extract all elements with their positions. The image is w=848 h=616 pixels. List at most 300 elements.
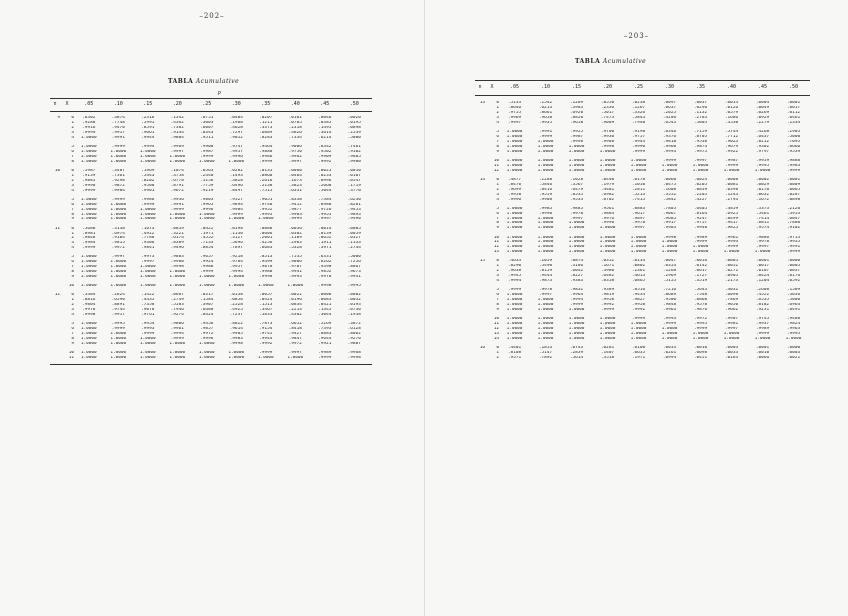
probability-cell: 1.0000 (506, 303, 523, 308)
x-value: 12 (493, 245, 499, 250)
probability-cell: .1422 (141, 293, 155, 298)
probability-cell: 1.0000 (537, 317, 554, 322)
probability-cell: .9750 (288, 149, 302, 154)
x-value: 9 (496, 226, 499, 231)
probability-cell: .5133 (507, 101, 522, 105)
p-column-header: .50 (788, 84, 799, 90)
probability-cell: 1.0000 (506, 163, 523, 168)
probability-cell: .6652 (288, 322, 302, 327)
n-value: 14 (479, 177, 485, 182)
probability-cell: .9998 (662, 235, 677, 240)
probability-cell: .0592 (786, 279, 801, 284)
probability-cell: .6482 (600, 274, 615, 279)
probability-cell: .0138 (229, 293, 243, 298)
probability-cell: .9574 (755, 226, 770, 231)
probability-cell: .9500 (141, 183, 155, 188)
probability-cell: .7940 (631, 120, 646, 125)
probability-cell: .0135 (259, 168, 273, 173)
probability-cell: .9963 (786, 327, 801, 332)
probability-cell: .0059 (347, 231, 361, 236)
probability-cell: 1.0000 (139, 284, 156, 289)
p-column-header: .30 (231, 101, 241, 107)
probability-cell: .9989 (755, 327, 770, 332)
x-value: 8 (71, 270, 74, 275)
p-column-header: .35 (261, 101, 271, 107)
probability-cell: .9884 (600, 211, 615, 216)
probability-cell: .7159 (693, 129, 708, 134)
probability-cell: .1130 (229, 231, 243, 236)
probability-cell: .9999 (82, 246, 96, 251)
probability-cell: 1.0000 (169, 342, 186, 347)
probability-cell: .7334 (288, 135, 302, 140)
probability-cell: .2969 (662, 274, 677, 279)
probability-cell: .8854 (200, 246, 214, 251)
probability-cell: .3770 (347, 188, 361, 193)
n-column-header: n (478, 84, 482, 90)
probability-cell: .9941 (288, 270, 302, 275)
probability-cell: .0098 (693, 351, 708, 355)
probability-cell: .0287 (786, 192, 801, 197)
x-value: 10 (68, 284, 74, 289)
probability-cell: 1.0000 (139, 351, 156, 356)
x-value: 3 (496, 115, 499, 120)
probability-cell: .9888 (786, 158, 801, 163)
p-column-header: .40 (290, 101, 300, 107)
probability-cell: .1673 (141, 226, 155, 231)
probability-cell: .9999 (229, 212, 243, 217)
probability-cell: .9578 (693, 303, 708, 308)
probability-cell: .2542 (538, 101, 553, 105)
probability-cell: .7788 (141, 236, 155, 241)
p-column-header: .05 (84, 101, 94, 107)
probability-cell: .8891 (111, 303, 125, 308)
probability-cell: .3567 (569, 182, 584, 187)
x-value: 4 (71, 246, 74, 251)
probability-cell: 1.0000 (630, 332, 647, 336)
probability-cell: 1.0000 (537, 336, 554, 341)
probability-cell: .2660 (318, 183, 332, 188)
probability-cell: 1.0000 (599, 336, 616, 341)
probability-cell: .6042 (569, 269, 584, 274)
probability-cell: .9533 (569, 197, 584, 202)
probability-cell: .9984 (111, 188, 125, 193)
probability-cell: .9975 (693, 149, 708, 154)
probability-cell: .9994 (507, 279, 522, 284)
probability-cell: .9757 (631, 134, 646, 139)
probability-cell: .9527 (229, 197, 243, 202)
probability-cell: 1.0000 (139, 342, 156, 347)
probability-cell: .7873 (259, 322, 273, 327)
probability-cell: .0003 (724, 346, 739, 351)
probability-cell: .3138 (111, 226, 125, 231)
probability-cell: .6865 (631, 279, 646, 284)
probability-cell: .3614 (318, 130, 332, 135)
probability-cell: 1.0000 (198, 342, 215, 347)
table-title (575, 58, 646, 65)
probability-cell: .5404 (82, 293, 96, 298)
probability-cell: .7461 (347, 144, 361, 149)
probability-cell: 1.0000 (537, 144, 554, 149)
probability-cell: .1672 (755, 197, 770, 202)
probability-cell: .9999 (755, 332, 770, 336)
probability-cell: .3552 (662, 192, 677, 197)
probability-cell: .6047 (786, 216, 801, 221)
probability-cell: .4859 (724, 206, 739, 211)
probability-cell: .9997 (288, 351, 302, 356)
probability-cell: .9888 (259, 149, 273, 154)
probability-cell: .9539 (786, 149, 801, 154)
probability-cell: .4628 (229, 125, 243, 130)
p-label: P (218, 91, 222, 97)
probability-cell: 1.0000 (80, 149, 97, 154)
probability-cell: 1.0000 (110, 342, 127, 347)
probability-cell: .9685 (662, 216, 677, 221)
x-value: 5 (71, 322, 74, 327)
x-value: 5 (71, 197, 74, 202)
probability-cell: 1.0000 (506, 144, 523, 149)
probability-cell: .0183 (724, 355, 739, 360)
probability-cell: .8416 (538, 187, 553, 192)
probability-cell: .9819 (600, 293, 615, 298)
probability-cell: .5000 (347, 135, 361, 140)
probability-cell: .9818 (662, 139, 677, 144)
x-value: 5 (496, 288, 499, 293)
x-value: 1 (496, 264, 499, 269)
probability-cell: .0751 (200, 116, 214, 120)
probability-cell: .0475 (662, 182, 677, 187)
probability-cell: .9434 (631, 293, 646, 298)
probability-cell: .0261 (662, 351, 677, 355)
probability-cell: .0547 (347, 178, 361, 183)
probability-cell: .7256 (347, 260, 361, 265)
probability-cell: .2963 (288, 241, 302, 246)
probability-cell: .9999 (141, 202, 155, 207)
probability-cell: .8281 (347, 202, 361, 207)
probability-cell: 1.0000 (139, 154, 156, 159)
x-value: 0 (71, 293, 74, 298)
probability-cell: .9219 (200, 188, 214, 193)
probability-cell: .5147 (538, 351, 553, 355)
probability-cell: .9999 (507, 288, 522, 293)
probability-cell: .9452 (288, 202, 302, 207)
probability-cell: .9872 (111, 183, 125, 188)
probability-cell: .1342 (170, 116, 184, 120)
probability-cell: .9999 (318, 356, 332, 361)
probability-cell: 1.0000 (599, 158, 616, 163)
probability-cell: .9051 (259, 197, 273, 202)
probability-cell: .7415 (631, 197, 646, 202)
x-value: 2 (496, 355, 499, 360)
table-row (50, 356, 369, 361)
probability-cell: .6331 (318, 255, 332, 260)
probability-cell: .9571 (507, 355, 522, 360)
probability-cell: .0024 (693, 177, 708, 182)
probability-cell: 1.0000 (228, 284, 245, 289)
probability-cell: .0065 (786, 187, 801, 192)
probability-cell: .9940 (693, 226, 708, 231)
probability-cell: .9961 (170, 327, 184, 332)
probability-cell: 1.0000 (661, 168, 678, 173)
probability-cell: .4552 (200, 236, 214, 241)
header-rule-bottom (50, 111, 372, 112)
probability-cell: .9998 (347, 356, 361, 361)
probability-cell: .9960 (662, 144, 677, 149)
table-block (475, 346, 809, 361)
x-value: 4 (71, 135, 74, 140)
probability-cell: 1.0000 (139, 275, 156, 280)
probability-cell: 1.0000 (506, 240, 523, 245)
x-value: 7 (71, 265, 74, 270)
probability-cell: .4206 (662, 115, 677, 120)
probability-cell: .9006 (288, 260, 302, 265)
probability-cell: 1.0000 (537, 149, 554, 154)
probability-cell: 1.0000 (630, 163, 647, 168)
probability-cell: .5744 (724, 129, 739, 134)
probability-cell: .6174 (170, 236, 184, 241)
probability-cell: .0233 (318, 173, 332, 178)
probability-cell: .9987 (200, 149, 214, 154)
probability-cell: .9972 (288, 342, 302, 347)
probability-cell: .9905 (229, 332, 243, 337)
probability-cell: 1.0000 (506, 216, 523, 221)
probability-cell: .0632 (755, 192, 770, 197)
probability-cell: .0025 (318, 168, 332, 173)
probability-cell: .0296 (693, 105, 708, 110)
probability-cell: .9976 (600, 216, 615, 221)
probability-cell: .2318 (288, 125, 302, 130)
probability-cell: .0032 (347, 298, 361, 303)
probability-cell: .0001 (755, 259, 770, 264)
probability-cell: .9994 (82, 130, 96, 135)
probability-cell: .1493 (229, 173, 243, 178)
probability-cell: 1.0000 (537, 158, 554, 163)
probability-cell: 1.0000 (110, 270, 127, 275)
p-column-header: .05 (509, 84, 520, 90)
probability-cell: .0196 (288, 298, 302, 303)
probability-cell: 1.0000 (506, 332, 523, 336)
probability-cell: .3980 (600, 269, 615, 274)
probability-cell: .9941 (347, 275, 361, 280)
probability-cell: .4401 (507, 346, 522, 351)
probability-cell: 1.0000 (537, 235, 554, 240)
probability-cell: 1.0000 (630, 240, 647, 245)
probability-cell: .1584 (200, 298, 214, 303)
n-value: 16 (479, 346, 485, 351)
probability-cell: .0170 (755, 187, 770, 192)
probability-cell: .9909 (318, 154, 332, 159)
x-value: 4 (71, 313, 74, 318)
probability-cell: .0352 (600, 259, 615, 264)
probability-cell: .9644 (318, 337, 332, 342)
probability-cell: .9464 (259, 144, 273, 149)
probability-cell: .9992 (600, 303, 615, 308)
probability-cell: .0193 (347, 303, 361, 308)
probability-cell: .0037 (786, 269, 801, 274)
probability-cell: .9657 (200, 255, 214, 260)
x-value: 13 (493, 332, 499, 336)
table-block (475, 178, 809, 256)
probability-cell: .9999 (724, 245, 739, 250)
probability-cell: .0839 (693, 187, 708, 192)
probability-cell: .9989 (318, 351, 332, 356)
probability-cell: .9962 (288, 154, 302, 159)
probability-cell: .9994 (569, 298, 584, 303)
probability-cell: 1.0000 (599, 235, 616, 240)
table-row (50, 160, 369, 165)
probability-cell: .4877 (507, 177, 522, 182)
probability-cell: .9803 (200, 197, 214, 202)
probability-cell: .1969 (141, 168, 155, 173)
probability-cell: .9921 (318, 342, 332, 347)
probability-cell: .9998 (538, 211, 553, 216)
probability-cell: 1.0000 (537, 308, 554, 313)
probability-cell: .5155 (662, 279, 677, 284)
probability-cell: .9876 (693, 308, 708, 313)
probability-cell: .2120 (786, 206, 801, 211)
x-value: 8 (496, 303, 499, 308)
probability-table (475, 101, 809, 361)
x-value: 6 (496, 211, 499, 216)
table-row (475, 150, 809, 155)
n-value: 13 (479, 101, 485, 105)
probability-cell: .9997 (693, 158, 708, 163)
probability-cell: 1.0000 (80, 144, 97, 149)
probability-cell: .9998 (82, 313, 96, 318)
probability-cell: .4922 (141, 231, 155, 236)
probability-cell: .8358 (600, 279, 615, 284)
probability-cell: 1.0000 (506, 336, 523, 341)
x-value: 7 (496, 216, 499, 221)
x-value: 4 (496, 197, 499, 202)
probability-cell: .6007 (200, 125, 214, 130)
probability-cell: .9959 (755, 158, 770, 163)
probability-cell: .0929 (755, 115, 770, 120)
probability-cell: .9937 (755, 322, 770, 327)
x-value: 3 (71, 130, 74, 135)
probability-cell: 1.0000 (169, 159, 186, 164)
probability-cell: .0049 (755, 105, 770, 110)
probability-cell: .9987 (569, 134, 584, 139)
table-block (475, 101, 809, 174)
x-value: 9 (71, 217, 74, 222)
x-value: 12 (493, 327, 499, 332)
probability-cell: 1.0000 (80, 135, 97, 140)
probability-cell: .9997 (141, 260, 155, 265)
probability-cell: .7133 (200, 241, 214, 246)
probability-cell: .9832 (569, 288, 584, 293)
probability-cell: .7869 (724, 298, 739, 303)
probability-cell: 1.0000 (568, 163, 585, 168)
probability-cell: .9980 (347, 159, 361, 164)
probability-cell: .9917 (662, 221, 677, 226)
probability-cell: .2608 (755, 288, 770, 293)
probability-cell: .9945 (507, 274, 522, 279)
probability-cell: 1.0000 (80, 351, 97, 356)
probability-cell: .2811 (631, 187, 646, 192)
probability-cell: .0422 (200, 226, 214, 231)
probability-cell: .8513 (259, 255, 273, 260)
probability-cell: .9990 (82, 183, 96, 188)
probability-cell: .8389 (170, 241, 184, 246)
probability-cell: 1.0000 (110, 356, 127, 361)
table-row (50, 284, 369, 289)
probability-cell: .0730 (347, 308, 361, 313)
x-value: 3 (71, 241, 74, 246)
probability-cell: .0398 (724, 187, 739, 192)
probability-cell: .9707 (288, 265, 302, 270)
probability-cell: .9984 (82, 241, 96, 246)
probability-cell: .8816 (82, 298, 96, 303)
probability-cell: .0022 (288, 293, 302, 298)
probability-cell: .9998 (318, 284, 332, 289)
probability-cell: .1204 (755, 279, 770, 284)
probability-cell: .0302 (288, 231, 302, 236)
x-value: 8 (71, 212, 74, 217)
probability-cell: .6213 (538, 105, 553, 110)
probability-cell: .8702 (600, 197, 615, 202)
x-value: 2 (71, 303, 74, 308)
probability-cell: 1.0000 (568, 317, 585, 322)
probability-cell: .9916 (82, 125, 96, 130)
probability-cell: 1.0000 (599, 327, 616, 332)
probability-cell: 1.0000 (110, 337, 127, 342)
probability-cell: .9877 (288, 207, 302, 212)
probability-cell: 1.0000 (661, 250, 678, 255)
probability-cell: .6214 (318, 135, 332, 140)
probability-cell: 1.0000 (630, 158, 647, 163)
probability-cell: .0652 (318, 236, 332, 241)
probability-cell: .8346 (662, 129, 677, 134)
probability-cell: 1.0000 (599, 168, 616, 173)
probability-cell: .9298 (111, 178, 125, 183)
probability-cell: .0424 (259, 298, 273, 303)
probability-cell: .9995 (786, 332, 801, 336)
x-value: 7 (496, 298, 499, 303)
probability-cell: .3983 (569, 105, 584, 110)
probability-cell: .9984 (229, 207, 243, 212)
probability-cell: .5987 (82, 168, 96, 173)
probability-cell: .0198 (229, 226, 243, 231)
probability-cell: .0014 (318, 226, 332, 231)
x-value: 11 (493, 322, 499, 327)
probability-cell: 1.0000 (599, 240, 616, 245)
probability-cell: .0282 (229, 168, 243, 173)
probability-cell: 1.0000 (537, 139, 554, 144)
probability-cell: 1.0000 (754, 250, 771, 255)
probability-cell: 1.0000 (80, 356, 97, 361)
probability-cell: .0705 (288, 120, 302, 125)
x-value: 12 (493, 168, 499, 173)
probability-cell: .9740 (259, 202, 273, 207)
probability-cell: .0637 (662, 105, 677, 110)
probability-cell: 1.0000 (537, 221, 554, 226)
x-value: 6 (496, 134, 499, 139)
probability-cell: .9617 (631, 211, 646, 216)
table-title-prefix: TABLA (575, 58, 601, 65)
probability-cell: .9502 (318, 149, 332, 154)
probability-cell: 1.0000 (506, 149, 523, 154)
probability-cell: .1719 (347, 183, 361, 188)
probability-cell: .5833 (259, 313, 273, 318)
probability-cell: .0083 (318, 298, 332, 303)
probability-cell: 1.0000 (537, 226, 554, 231)
probability-cell: .9999 (662, 158, 677, 163)
x-value: 3 (496, 274, 499, 279)
probability-cell: .2025 (662, 110, 677, 115)
probability-cell: .9944 (141, 135, 155, 140)
probability-cell: .7237 (229, 313, 243, 318)
probability-cell: .5000 (347, 255, 361, 260)
